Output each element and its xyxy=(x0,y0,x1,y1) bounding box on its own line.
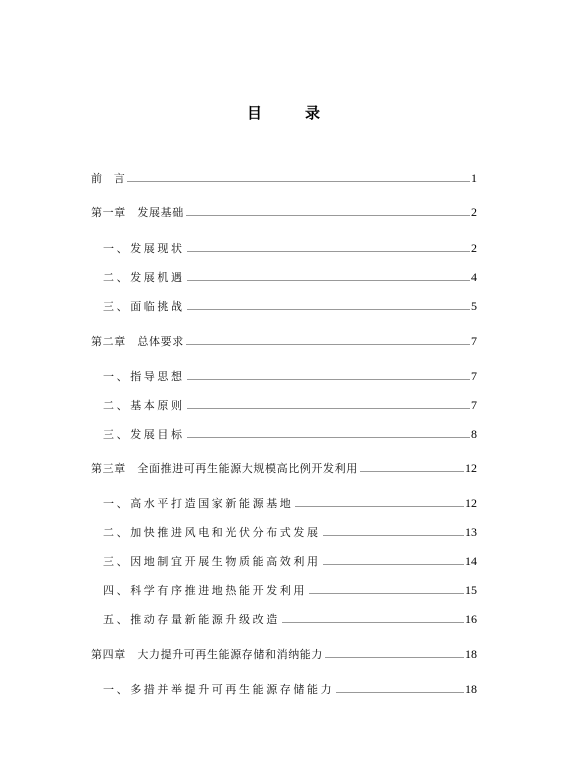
toc-entry-page: 7 xyxy=(471,398,477,412)
toc-entry-page: 4 xyxy=(471,270,477,284)
toc-title: 目 录 xyxy=(246,104,334,122)
leader-dots xyxy=(325,657,464,658)
toc-entry-page: 18 xyxy=(465,682,477,696)
toc-entry-chapter-1[interactable] xyxy=(91,204,477,220)
toc-entry-label: 三、面临挑战 xyxy=(103,300,185,313)
leader-dots xyxy=(187,280,470,281)
toc-entry-label: 第三章 全面推进可再生能源大规模高比例开发利用 xyxy=(91,462,358,475)
toc-entry-page: 12 xyxy=(465,496,477,510)
toc-entry-section[interactable] xyxy=(103,368,477,384)
toc-entry-section[interactable] xyxy=(103,240,477,256)
toc-entry-page: 12 xyxy=(465,461,477,475)
leader-dots xyxy=(186,215,470,216)
leader-dots xyxy=(187,379,470,380)
toc-entry-page: 15 xyxy=(465,583,477,597)
toc-entry-section[interactable] xyxy=(103,611,477,627)
leader-dots xyxy=(295,506,464,507)
table-of-contents xyxy=(91,0,477,780)
toc-entry-label: 前 言 xyxy=(91,172,126,185)
toc-entry-label: 四、科学有序推进地热能开发利用 xyxy=(103,584,307,597)
toc-entry-chapter-2[interactable] xyxy=(91,333,477,349)
leader-dots xyxy=(360,471,464,472)
leader-dots xyxy=(336,692,464,693)
toc-entry-preface[interactable] xyxy=(91,170,477,186)
leader-dots xyxy=(187,437,470,438)
toc-entry-section[interactable] xyxy=(103,269,477,285)
leader-dots xyxy=(127,181,470,182)
toc-entry-page: 7 xyxy=(471,334,477,348)
toc-entry-label: 第四章 大力提升可再生能源存储和消纳能力 xyxy=(91,648,323,661)
toc-entry-label: 一、指导思想 xyxy=(103,370,185,383)
toc-entry-label: 三、发展目标 xyxy=(103,428,185,441)
toc-entry-section[interactable] xyxy=(103,681,477,697)
leader-dots xyxy=(187,251,470,252)
toc-entry-section[interactable] xyxy=(103,582,477,598)
toc-entry-page: 7 xyxy=(471,369,477,383)
toc-entry-label: 一、多措并举提升可再生能源存储能力 xyxy=(103,683,335,696)
toc-entry-label: 第一章 发展基础 xyxy=(91,206,184,219)
toc-entry-section[interactable] xyxy=(103,426,477,442)
toc-entry-label: 第二章 总体要求 xyxy=(91,335,184,348)
leader-dots xyxy=(282,622,464,623)
toc-entry-chapter-3[interactable] xyxy=(91,460,477,476)
leader-dots xyxy=(187,309,470,310)
toc-entry-page: 8 xyxy=(471,427,477,441)
toc-entry-section[interactable] xyxy=(103,298,477,314)
toc-entry-label: 一、高水平打造国家新能源基地 xyxy=(103,497,294,510)
toc-entry-label: 五、推动存量新能源升级改造 xyxy=(103,613,280,626)
leader-dots xyxy=(323,564,464,565)
toc-entry-label: 二、加快推进风电和光伏分布式发展 xyxy=(103,526,321,539)
toc-entry-section[interactable] xyxy=(103,397,477,413)
leader-dots xyxy=(187,408,470,409)
toc-entry-page: 18 xyxy=(465,647,477,661)
toc-entry-section[interactable] xyxy=(103,553,477,569)
toc-entry-chapter-4[interactable] xyxy=(91,646,477,662)
toc-entry-section[interactable] xyxy=(103,495,477,511)
toc-entry-label: 二、基本原则 xyxy=(103,399,185,412)
toc-entry-section[interactable] xyxy=(103,524,477,540)
leader-dots xyxy=(186,344,470,345)
toc-entry-label: 三、因地制宜开展生物质能高效利用 xyxy=(103,555,321,568)
toc-entry-label: 二、发展机遇 xyxy=(103,271,185,284)
leader-dots xyxy=(309,593,464,594)
toc-entry-page: 16 xyxy=(465,612,477,626)
toc-entry-page: 5 xyxy=(471,299,477,313)
toc-entry-page: 1 xyxy=(471,171,477,185)
toc-entry-page: 2 xyxy=(471,241,477,255)
toc-entry-label: 一、发展现状 xyxy=(103,242,185,255)
toc-entry-page: 14 xyxy=(465,554,477,568)
leader-dots xyxy=(323,535,464,536)
toc-entry-page: 2 xyxy=(471,205,477,219)
toc-entry-page: 13 xyxy=(465,525,477,539)
